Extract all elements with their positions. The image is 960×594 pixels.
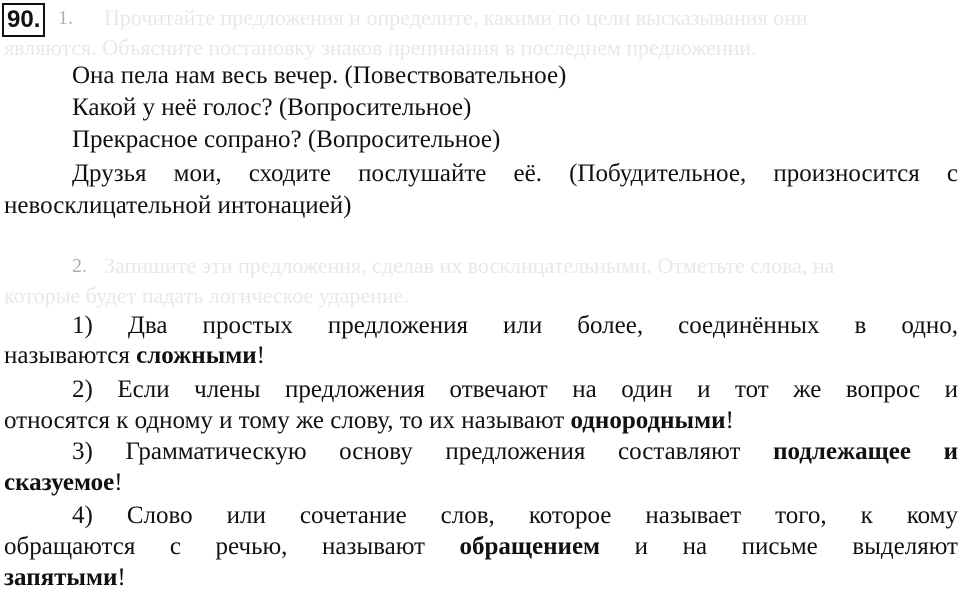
part1-instruction-line-2: являются. Объясните постановку знаков препинания в последнем предложении. bbox=[4, 35, 757, 60]
part1-number: 1. bbox=[58, 7, 73, 29]
sentence-3: Прекрасное сопрано? (Вопросительное) bbox=[72, 126, 501, 153]
sentence-2: Какой у неё голос? (Вопросительное) bbox=[72, 94, 472, 121]
sentence-4-line-2: невосклицательной интонацией) bbox=[4, 192, 352, 219]
rule-1-bold-term: сложными bbox=[136, 342, 257, 369]
rule-2-line-2 bbox=[4, 405, 734, 437]
rule-1-text: называются bbox=[4, 342, 137, 369]
rule-4-line-3 bbox=[4, 562, 126, 594]
rule-2-bold-term: однородными bbox=[570, 407, 726, 434]
rule-2-line-1: 2) Если члены предложения отвечают на один и тот же вопрос и bbox=[72, 376, 958, 403]
sentence-4-line-1: Друзья мои, сходите послушайте её. (Побудительное, произносится с bbox=[72, 160, 958, 187]
rule-3-bold-term-1: подлежащее и bbox=[773, 438, 958, 465]
rule-4-text: обращаются с речью, называют bbox=[4, 533, 460, 560]
rule-4-end: ! bbox=[117, 564, 126, 591]
rule-1-line-2 bbox=[4, 340, 265, 372]
task-number-badge: 90. bbox=[2, 3, 45, 37]
rule-1-end: ! bbox=[256, 342, 265, 369]
rule-3-line-2 bbox=[4, 467, 123, 499]
rule-2-end: ! bbox=[725, 407, 734, 434]
rule-3-bold-term-2: сказуемое bbox=[4, 469, 115, 496]
rule-4-bold-term-1: обращением bbox=[459, 533, 601, 560]
part2-instruction-line-1: Запишите эти предложения, сделав их восклицательными. Отметьте слова, на bbox=[104, 253, 835, 278]
part2-number: 2. bbox=[72, 255, 87, 277]
rule-4-line-2 bbox=[4, 531, 958, 563]
part2-instruction-line-2: которые будет падать логическое ударение. bbox=[4, 283, 409, 308]
rule-4-bold-term-2: запятыми bbox=[4, 564, 118, 591]
rule-4-line-1: 4) Слово или сочетание слов, которое называет того, к кому bbox=[72, 502, 958, 529]
rule-3-line-1 bbox=[72, 436, 958, 468]
sentence-1: Она пела нам весь вечер. (Повествовательное) bbox=[72, 62, 567, 89]
rule-1-line-1: 1) Два простых предложения или более, соединённых в одно, bbox=[72, 312, 958, 339]
rule-3-end: ! bbox=[114, 469, 123, 496]
rule-2-text: относятся к одному и тому же слову, то их называют bbox=[4, 407, 571, 434]
rule-4-text-2: и на письме выделяют bbox=[600, 533, 958, 560]
rule-3-text: 3) Грамматическую основу предложения составляют bbox=[72, 438, 774, 465]
part1-instruction-line-1: Прочитайте предложения и определите, какими по цели высказывания они bbox=[104, 5, 808, 30]
